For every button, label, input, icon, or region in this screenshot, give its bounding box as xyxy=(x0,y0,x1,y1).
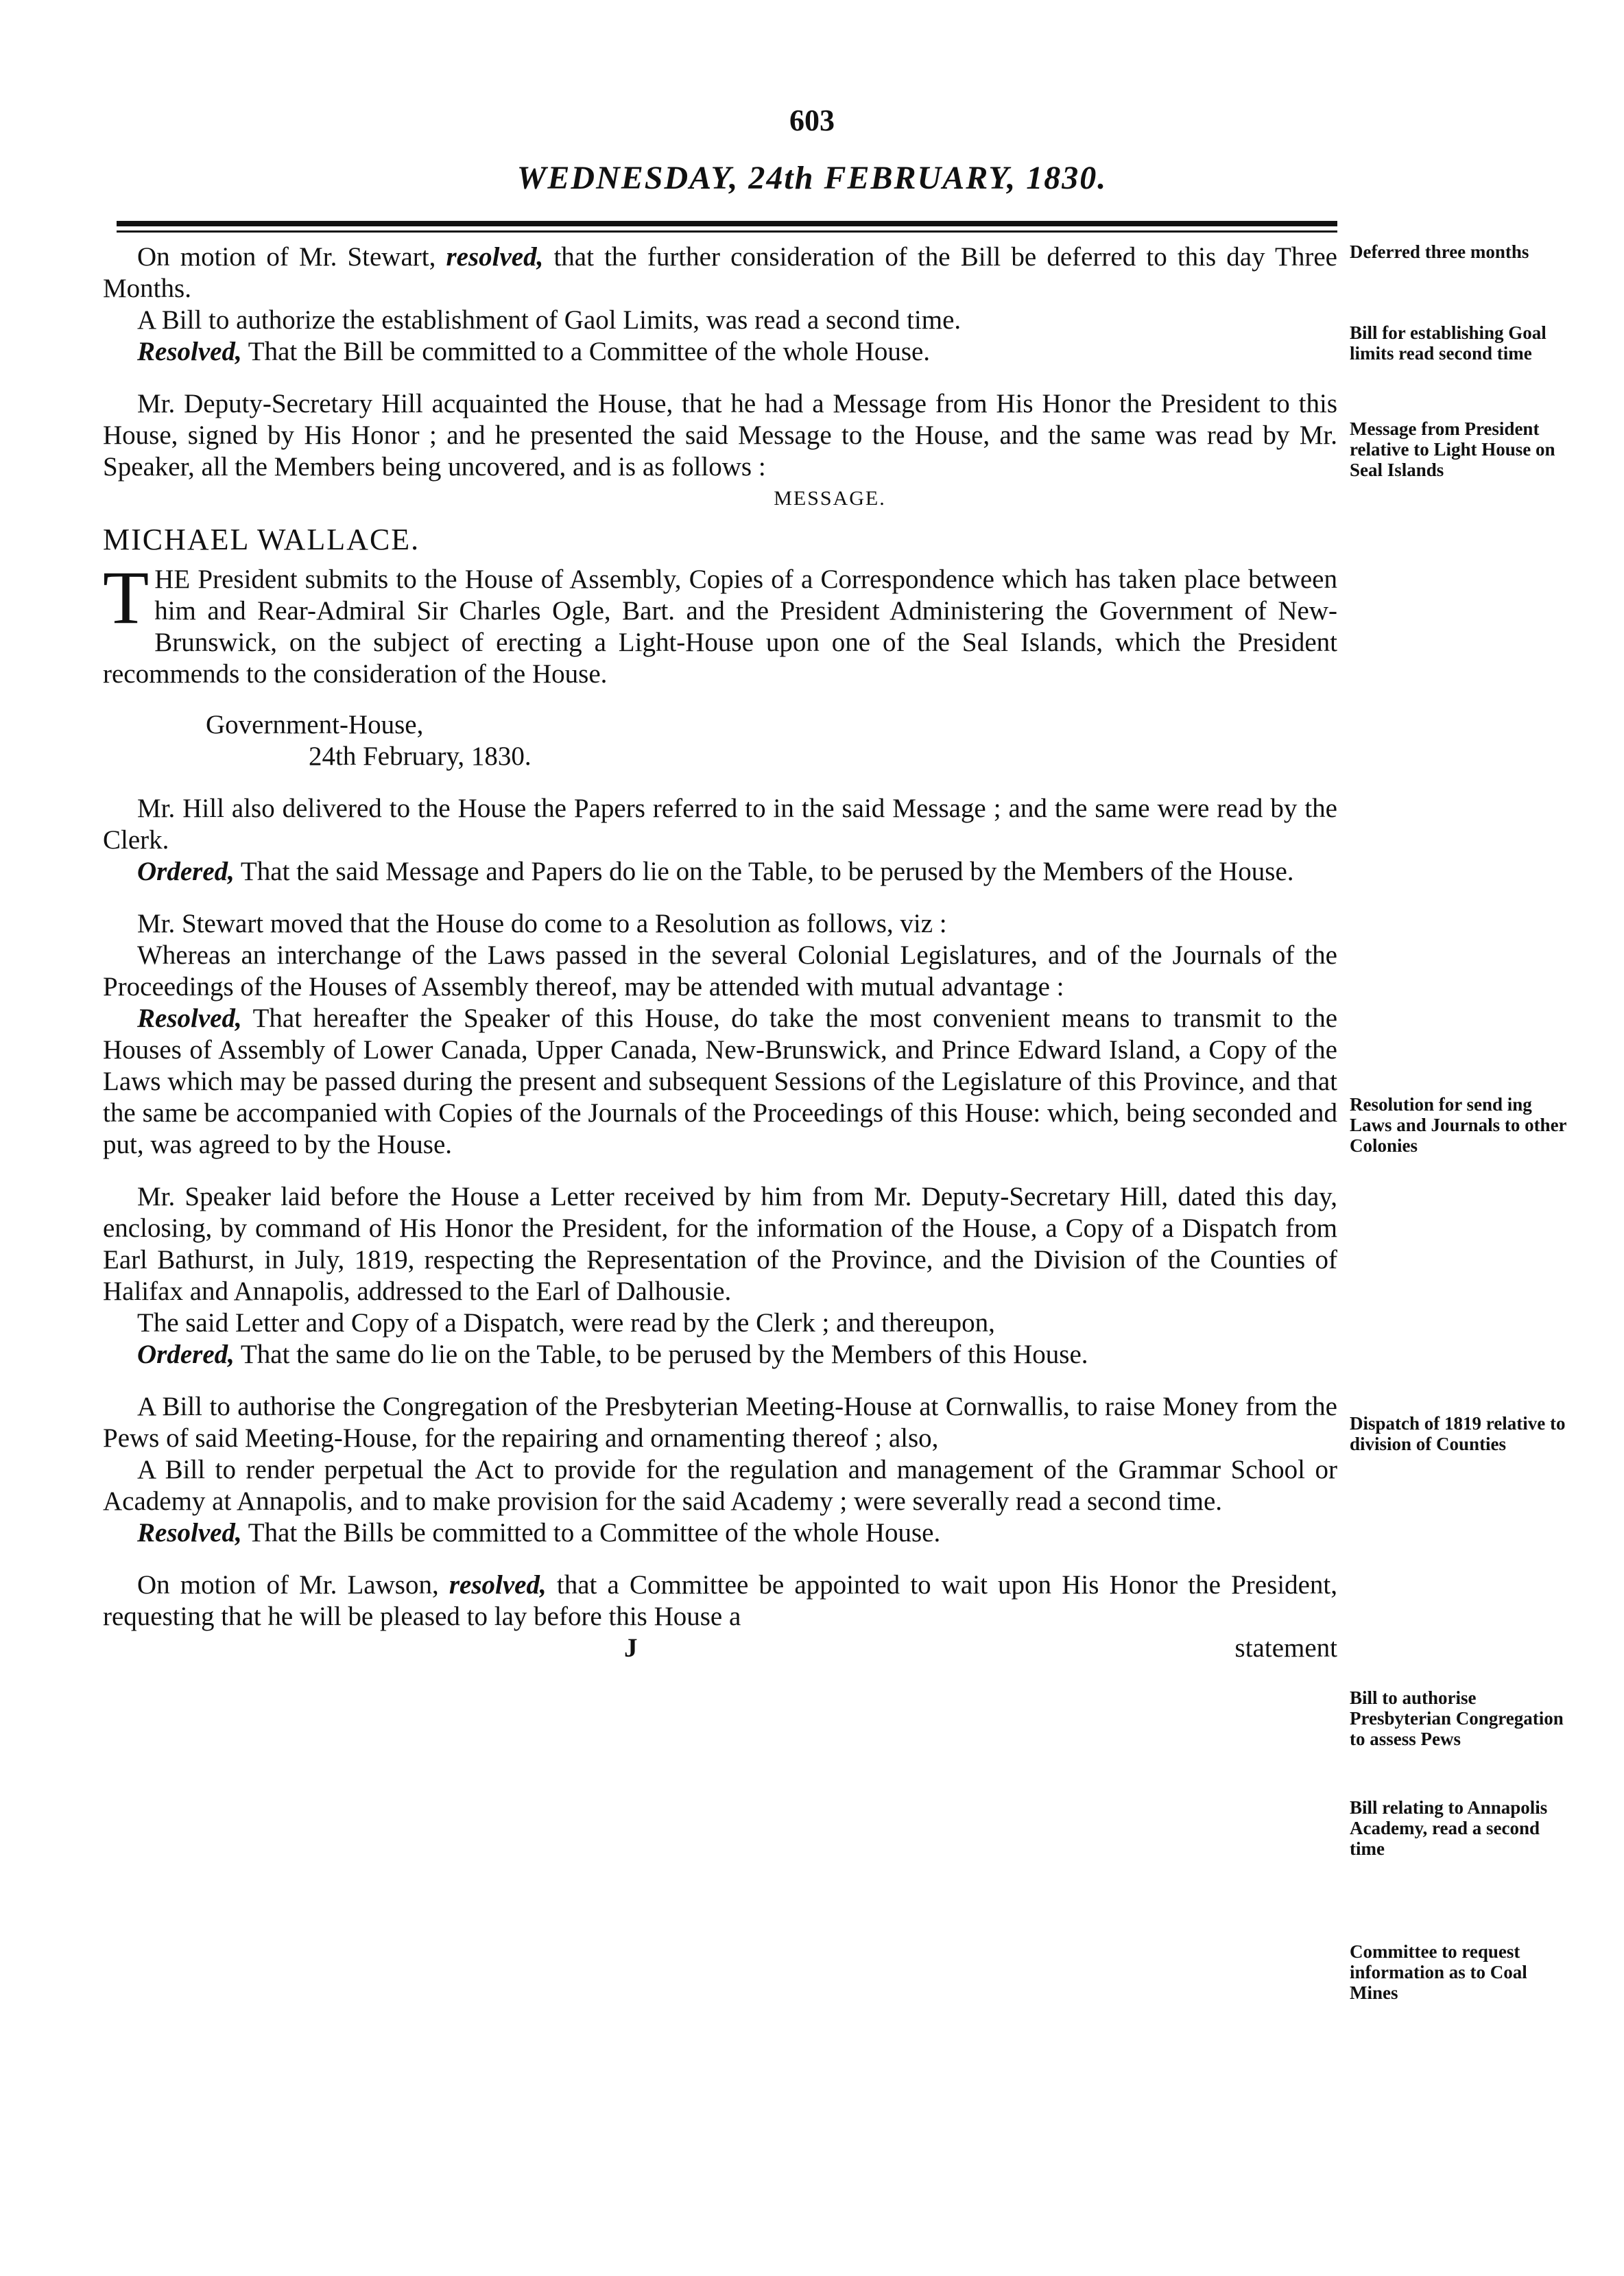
page-heading: WEDNESDAY, 24th FEBRUARY, 1830. xyxy=(516,160,1108,196)
paragraph-dispatch-read: The said Letter and Copy of a Dispatch, were read by the Clerk ; and thereupon, xyxy=(137,1308,995,1338)
paragraph-dispatch-ordered: Ordered, That the same do lie on the Table, to be perused by the Members of this House. xyxy=(137,1340,1088,1369)
sidenote-coal-mines: Committee to request information as to Coal Mines xyxy=(1350,1941,1527,2003)
message-label: MESSAGE. xyxy=(774,487,886,510)
sidenote-light-house: Message from President relative to Light House on Seal Islands xyxy=(1350,418,1555,480)
header-rule-thick xyxy=(117,221,1337,226)
message-text: THE President submits to the House of Assembly, Copies of a Correspondence which has taken place between him and Rear-Admiral Sir Charles Ogle, Bart. and the President Administering the Government of New-Brunswick, on the subject of erecting a Light-House upon one of the Seal Islands, which the President recommends to the consideration of the House. xyxy=(103,556,1337,689)
drop-cap: T xyxy=(103,556,150,639)
sidenote-gaol-bill: Bill for establishing Goal limits read second time xyxy=(1350,322,1547,364)
journal-body xyxy=(103,241,1337,1664)
paragraph-message-intro: Mr. Deputy-Secretary Hill acquainted the House, that he had a Message from His Honor the President to this House, signed by His Honor ; and he presented the said Message to the House, and the same was read by Mr. Speaker, all the Members being uncovered, and is as follows : xyxy=(103,389,1337,482)
paragraph-lawson-motion: On motion of Mr. Lawson, resolved, that a Committee be appointed to wait upon His Honor the President, requesting that he will be pleased to lay before this House a xyxy=(103,1570,1337,1631)
paragraph-deferral: On motion of Mr. Stewart, resolved, that the further consideration of the Bill be deferred to this day Three Months. xyxy=(103,242,1337,303)
message-dateline: Government-House, 24th February, 1830. xyxy=(206,710,532,771)
paragraph-papers-ordered: Ordered, That the said Message and Papers do lie on the Table, to be perused by the Members of the House. xyxy=(137,857,1294,886)
header-rule-thin xyxy=(117,230,1337,233)
paragraph-bills-resolved: Resolved, That the Bills be committed to a Committee of the whole House. xyxy=(137,1518,941,1548)
sidenote-presbyterian: Bill to authorise Presbyterian Congregation to assess Pews xyxy=(1350,1687,1564,1749)
signature-mark: J xyxy=(624,1633,638,1663)
paragraph-stewart-motion: Mr. Stewart moved that the House do come to a Resolution as follows, viz : xyxy=(137,909,947,938)
sidenote-laws-journals: Resolution for send ing Laws and Journals to other Colonies xyxy=(1350,1094,1567,1156)
sidenote-deferred: Deferred three months xyxy=(1350,241,1529,262)
sidenote-dispatch: Dispatch of 1819 relative to division of Counties xyxy=(1350,1413,1566,1454)
paragraph-gaol-bill: A Bill to authorize the establishment of Gaol Limits, was read a second time. xyxy=(137,305,962,335)
paragraph-papers: Mr. Hill also delivered to the House the Papers referred to in the said Message ; and the same were read by the Clerk. xyxy=(103,794,1337,855)
paragraph-laws-resolved: Resolved, That hereafter the Speaker of this House, do take the most convenient means to transmit to the Houses of Assembly of Lower Canada, Upper Canada, New-Brunswick, and Prince Edward Island, a Copy of the Laws which may be passed during the present and subsequent Sessions of the Legislature of this Province, and that the same be accompanied with Copies of the Journals of the Proceedings of this House: which, being seconded and put, was agreed to by the House. xyxy=(103,1004,1337,1159)
page-number: 603 xyxy=(789,104,835,137)
paragraph-gaol-resolved: Resolved, That the Bill be committed to a Committee of the whole House. xyxy=(137,337,931,366)
paragraph-dispatch: Mr. Speaker laid before the House a Letter received by him from Mr. Deputy-Secretary Hill, dated this day, enclosing, by command of His Honor the President, for the information of the House, a Copy of a Dispatch from Earl Bathurst, in July, 1819, respecting the Representation of the Province, and the Division of the Counties of Halifax and Annapolis, addressed to the Earl of Dalhousie. xyxy=(103,1182,1337,1306)
message-signature: MICHAEL WALLACE. xyxy=(103,523,420,556)
paragraph-whereas: Whereas an interchange of the Laws passed in the several Colonial Legislatures, and of the Journals of the Proceedings of the Houses of Assembly thereof, may be attended with mutual advantage : xyxy=(103,940,1337,1001)
paragraph-presbyterian-bill: A Bill to authorise the Congregation of the Presbyterian Meeting-House at Cornwallis, to raise Money from the Pews of said Meeting-House, for the repairing and ornamenting thereof ; also, xyxy=(103,1392,1337,1453)
footer-line xyxy=(103,1633,1337,1664)
catchword: statement xyxy=(1234,1633,1337,1663)
sidenote-annapolis: Bill relating to Annapolis Academy, read a second time xyxy=(1350,1797,1548,1859)
paragraph-academy-bill: A Bill to render perpetual the Act to provide for the regulation and management of the Grammar School or Academy at Annapolis, and to make provision for the said Academy ; were severally read a second time. xyxy=(103,1455,1337,1516)
